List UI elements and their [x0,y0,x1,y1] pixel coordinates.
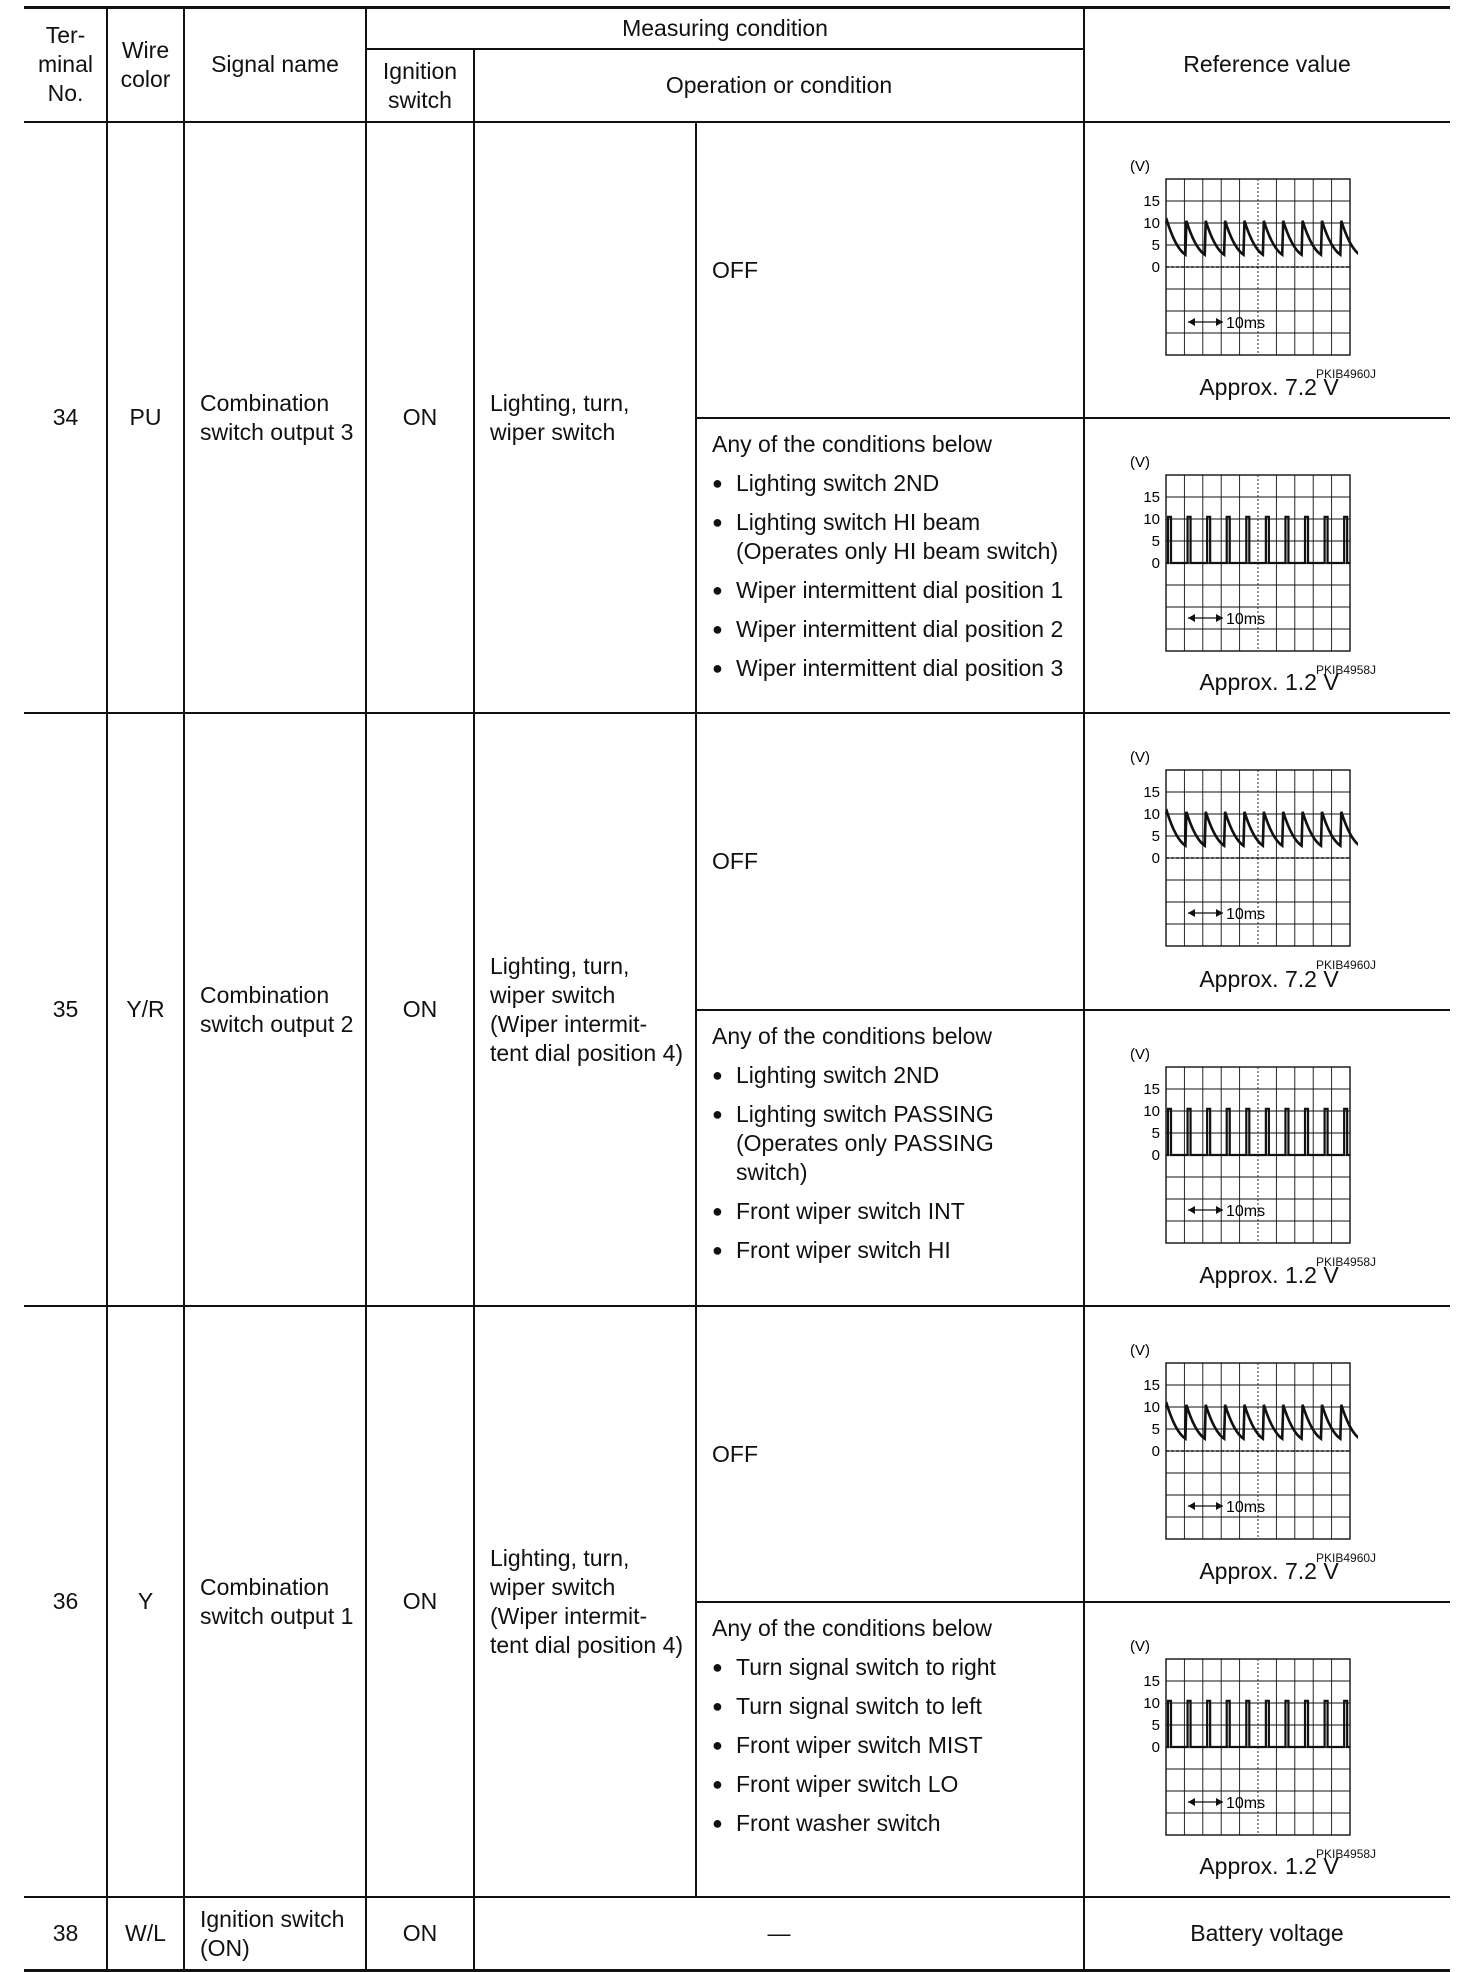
header-signal-text: Signal name [211,51,339,77]
scope-time-label: 10ms [1226,1499,1266,1516]
oscilloscope-waveform-7v [1126,157,1358,357]
scope-tick-label: 5 [1151,1125,1160,1142]
rule [24,6,1450,9]
wire-color [107,713,184,1306]
scope-unit-label: (V) [1130,1342,1150,1359]
header-wire-line: Wire [121,36,170,63]
oscilloscope [1126,453,1358,653]
wire-color [107,1306,184,1897]
header-terminal-line: No. [47,80,84,106]
scope-tick-label: 15 [1143,1673,1160,1690]
header-operation [474,49,1084,122]
scope-tick-label: 0 [1151,1147,1160,1164]
scope-time-label: 10ms [1226,1795,1266,1812]
condition-list [712,430,1084,713]
header-signal-name [184,7,366,122]
operation-line: Lighting, turn, [490,952,630,979]
scope-tick-label: 0 [1151,259,1160,276]
operation-line: tent dial position 4) [490,1039,684,1066]
figure-code: PKIB4958J [1316,1255,1377,1269]
signal-name-line: (ON) [200,1934,250,1961]
scope-time-label: 10ms [1226,906,1266,923]
scope-arrow-head [1216,318,1223,326]
wire-color-text: PU [129,404,162,430]
scope-tick-label: 15 [1143,1377,1160,1394]
condition-item: ● Front wiper switch INT [712,1197,1084,1226]
condition-item: ● Front washer switch [712,1809,1084,1838]
scope-tick-label: 5 [1151,1717,1160,1734]
condition-item: ● Lighting switch 2ND [712,1061,1084,1090]
terminal-number [24,122,107,713]
ignition-switch-text: ON [402,1588,438,1614]
scope-tick-label: 0 [1151,555,1160,572]
reference-value: Approx. 1.2 V [1199,1853,1339,1879]
scope-unit-label: (V) [1130,749,1150,766]
scope-arrow-head [1216,1206,1223,1214]
oscilloscope [1126,1637,1358,1837]
condition-item: ● Turn signal switch to left [712,1692,1084,1721]
condition-item: ● Front wiper switch HI [712,1236,1084,1265]
scope-trace [1166,221,1358,255]
scope-time-label: 10ms [1226,611,1266,628]
scope-tick-label: 10 [1143,215,1160,232]
ignition-switch-value [366,1306,474,1897]
terminal-number [24,713,107,1306]
terminal-number [24,1306,107,1897]
scope-arrow-head [1188,1502,1195,1510]
oscilloscope-waveform-7v [1126,1341,1358,1541]
figure-code: PKIB4958J [1316,663,1377,677]
condition-item: ● Lighting switch 2ND [712,469,1084,498]
scope-unit-label: (V) [1130,1638,1150,1655]
condition-item: ● Wiper intermittent dial position 3 [712,654,1084,683]
header-ignition-line: switch [388,86,452,113]
header-ignition-switch [366,49,474,122]
oscilloscope [1126,157,1358,357]
scope-tick-label: 10 [1143,806,1160,823]
scope-tick-label: 5 [1151,1421,1160,1438]
figure-code: PKIB4960J [1316,958,1377,972]
wire-color-text: W/L [125,1920,166,1946]
header-ignition-line: Ignition [382,57,458,84]
terminal-number-text: 34 [52,404,79,430]
scope-tick-label: 0 [1151,850,1160,867]
signal-name-line: Combination [200,981,330,1008]
scope-tick-label: 5 [1151,533,1160,550]
terminal-number-text: 38 [52,1920,79,1946]
scope-arrow-head [1216,909,1223,917]
scope-trace [1166,812,1358,846]
oscilloscope-waveform-7v [1126,748,1358,948]
condition-item: ● Front wiper switch MIST [712,1731,1084,1760]
operation [490,1306,696,1897]
terminal-number-text: 35 [52,996,79,1022]
wire-color-text: Y [137,1588,154,1614]
condition-off [712,122,1084,418]
condition-text: OFF [712,1440,758,1467]
ignition-switch-value [366,122,474,713]
signal-name [200,713,366,1306]
ignition-switch-value [366,713,474,1306]
condition-items [712,1061,1084,1265]
scope-tick-label: 10 [1143,1399,1160,1416]
scope-arrow-head [1216,1798,1223,1806]
condition-items [712,469,1084,683]
oscilloscope-waveform-1v [1126,1637,1358,1837]
figure-code: PKIB4958J [1316,1847,1377,1861]
wire-color [107,122,184,713]
operation-line: wiper switch [490,981,616,1008]
header-terminal [24,7,107,122]
oscilloscope [1126,1341,1358,1541]
scope-time-label: 10ms [1226,1203,1266,1220]
ignition-switch-text: ON [402,1920,438,1946]
scope-arrow-head [1216,1502,1223,1510]
scope-arrow-head [1188,1798,1195,1806]
operation [490,122,696,713]
condition-item: ● Wiper intermittent dial position 1 [712,576,1084,605]
reference-value-text: Battery voltage [1190,1920,1344,1946]
header-measuring-condition [366,7,1084,49]
scope-time-label: 10ms [1226,315,1266,332]
reference-value [1084,1897,1450,1970]
header-measuring-text: Measuring condition [622,14,828,41]
wire-color-text: Y/R [126,996,165,1022]
header-operation-text: Operation or condition [665,72,893,98]
signal-name-line: Ignition switch [200,1905,345,1932]
scope-arrow-head [1188,318,1195,326]
condition-item: ● Lighting switch PASSING (Operates only PASSING switch) [712,1100,1084,1187]
condition-text: OFF [712,848,758,874]
scope-tick-label: 15 [1143,489,1160,506]
condition-item: ● Wiper intermittent dial position 2 [712,615,1084,644]
condition-items [712,1653,1084,1838]
operation [490,713,696,1306]
condition-item: ● Front wiper switch LO [712,1770,1084,1799]
scope-unit-label: (V) [1130,454,1150,471]
reference-value: Approx. 1.2 V [1199,669,1339,695]
reference-value: Approx. 7.2 V [1199,374,1339,400]
oscilloscope-waveform-1v [1126,1045,1358,1245]
scope-tick-label: 10 [1143,511,1160,528]
scope-arrow-head [1188,1206,1195,1214]
scope-tick-label: 15 [1143,1081,1160,1098]
scope-tick-label: 0 [1151,1443,1160,1460]
oscilloscope [1126,1045,1358,1245]
scope-unit-label: (V) [1130,158,1150,175]
oscilloscope [1126,748,1358,948]
reference-value: Approx. 7.2 V [1199,1558,1339,1584]
reference-value: Approx. 7.2 V [1199,966,1339,992]
condition-list [712,1614,1084,1897]
operation-text: — [767,1920,791,1946]
scope-arrow-head [1188,909,1195,917]
terminal-number [24,1897,107,1970]
scope-tick-label: 10 [1143,1103,1160,1120]
operation-line: Lighting, turn, [490,1544,630,1571]
condition-off [712,1306,1084,1602]
scope-tick-label: 15 [1143,193,1160,210]
ignition-switch-value [366,1897,474,1970]
signal-name [200,1897,366,1970]
condition-item: ● Turn signal switch to right [712,1653,1084,1682]
wire-color [107,1897,184,1970]
condition-item: ● Lighting switch HI beam (Operates only HI beam switch) [712,508,1084,566]
operation-line: tent dial position 4) [490,1631,684,1658]
scope-tick-label: 0 [1151,1739,1160,1756]
header-reference-value [1084,7,1450,122]
ignition-switch-text: ON [402,996,438,1022]
signal-name [200,122,366,713]
signal-name [200,1306,366,1897]
scope-arrow-head [1216,614,1223,622]
condition-intro: Any of the conditions below [712,431,993,457]
scope-tick-label: 10 [1143,1695,1160,1712]
condition-off [712,713,1084,1010]
condition-intro: Any of the conditions below [712,1615,993,1641]
operation-line: wiper switch [490,418,616,445]
condition-intro: Any of the conditions below [712,1023,993,1049]
signal-name-line: Combination [200,1573,330,1600]
signal-name-line: switch output 2 [200,1010,354,1037]
scope-tick-label: 5 [1151,828,1160,845]
header-wire-line: color [120,65,171,92]
signal-name-line: switch output 3 [200,418,354,445]
reference-value: Approx. 1.2 V [1199,1262,1339,1288]
scope-arrow-head [1188,614,1195,622]
oscilloscope-waveform-1v [1126,453,1358,653]
figure-code: PKIB4960J [1316,367,1377,381]
operation-line: Lighting, turn, [490,389,630,416]
figure-code: PKIB4960J [1316,1551,1377,1565]
scope-tick-label: 15 [1143,784,1160,801]
header-reference-text: Reference value [1183,51,1351,77]
terminal-number-text: 36 [52,1588,79,1614]
header-terminal-line: minal [38,51,93,77]
operation-line: (Wiper intermit- [490,1010,648,1037]
operation [474,1897,1084,1970]
ignition-switch-text: ON [402,404,438,430]
operation-line: (Wiper intermit- [490,1602,648,1629]
operation-line: wiper switch [490,1573,616,1600]
header-terminal-line: Ter- [45,22,86,48]
header-wire-color [107,7,184,122]
signal-name-line: Combination [200,389,330,416]
signal-name-line: switch output 1 [200,1602,354,1629]
scope-tick-label: 5 [1151,237,1160,254]
condition-list [712,1022,1084,1306]
scope-trace [1166,1405,1358,1439]
condition-text: OFF [712,256,758,283]
scope-unit-label: (V) [1130,1046,1150,1063]
